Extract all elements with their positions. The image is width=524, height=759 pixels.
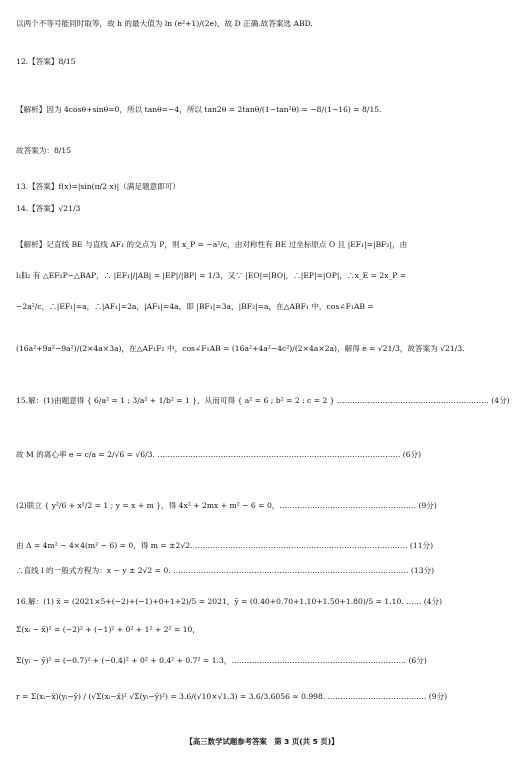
solution-15-line-equation: ∴直线 l 的一般式方程为：x − y ± 2√2 = 0. ………………………………………………………………………………… (13分) [16, 566, 435, 575]
solution-16-correlation: r = Σ(xᵢ−x̄)(yᵢ−ȳ) / (√Σ(xᵢ−x̄)² √Σ(yᵢ−ȳ)²) = 3.6/(√10×√1.3) = 3.6/3.6056 ≈ 0.998. ………………………………… (9分) [16, 692, 448, 701]
analysis-14-line-4: (16a²+9a²−9a²)/(2×4a×3a)，在△AF₁F₂ 中，cos∠F₁AB = (16a²+4a²−4c²)/(2×4a×2a)，解得 e = √21/3，故答案为 √21/3. [16, 344, 465, 353]
answer-12-conclusion: 故答案为：8/15 [16, 146, 72, 155]
answer-14: 14.【答案】√21/3 [16, 204, 81, 213]
answer-13: 13.【答案】f(x)=|sin(π/2 x)|（满足题意即可） [16, 182, 180, 191]
solution-15-eccentricity: 故 M 的离心率 e = c/a = 2/√6 = √6/3. …………………………………………………………………………………… (6分) [16, 450, 422, 459]
analysis-14-line-2: l₁∥l₂ 有 △EF₁P∽△BAP，∴ |EF₁|/|AB| = |EP|/|BP| = 1/3，又∵ |EO|=|BO|，∴|EP|=|OP|，∴x_E = 2x_P = [16, 271, 407, 280]
analysis-14-line-3: −2a²/c，∴|EF₁|=a，∴|AF₁|=2a，|AF₁|=4a，即 |BF₁|=3a，|BF₂|=a，在△ABF₁ 中，cos∠F₁AB = [16, 302, 374, 311]
solution-16-means: 16.解：(1) x̄ = (2021×5+(−2)+(−1)+0+1+2)/5 = 2021，ȳ = (0.40+0.70+1.10+1.50+1.80)/5 = 1.10. …… (4分) [16, 597, 443, 606]
solution-15-discriminant: 由 Δ = 4m² − 4×4(m² − 6) = 0，得 m = ±2√2. ………………………………………………………………………… (11分) [16, 541, 434, 550]
analysis-12: 【解析】因为 4cosθ+sinθ=0，所以 tanθ=−4，所以 tan2θ = 2tanθ/(1−tan²θ) = −8/(1−16) = 8/15. [16, 105, 382, 114]
text-line: 以两个不等号能同时取等，故 h 的最大值为 ln (e²+1)/(2e)，故 D 正确.故答案选 ABD. [16, 19, 313, 28]
solution-16-sum-x: Σ(xᵢ − x̄)² = (−2)² + (−1)² + 0² + 1² + 2² = 10， [16, 625, 200, 634]
solution-16-sum-y: Σ(yᵢ − ȳ)² = (−0.7)² + (−0.4)² + 0² + 0.4² + 0.7² = 1.3，…………………………………………………………… (6分) [16, 656, 427, 665]
page-footer: 【高三数学试题参考答案 第 3 页(共 5 页)】 [185, 737, 339, 746]
solution-15-part-1: 15.解：(1)由题意得 { 6/a² = 1 ; 3/a² + 1/b² = 1 }，从而可得 { a² = 6 ; b² = 2 ; c = 2 } …………………………………………………… (4分) [16, 396, 510, 405]
solution-15-part-2: (2)联立 { y²/6 + x²/2 = 1 ; y = x + m }，得 4x² + 2mx + m² − 6 = 0，……………………………………………… (9分) [16, 501, 437, 510]
analysis-14-line-1: 【解析】记直线 BE 与直线 AF₁ 的交点为 P，则 x_P = −a²/c，由对称性有 BE 过坐标原点 O 且 |EF₁|=|BF₂|，由 [16, 240, 408, 249]
answer-12: 12.【答案】8/15 [16, 57, 76, 66]
